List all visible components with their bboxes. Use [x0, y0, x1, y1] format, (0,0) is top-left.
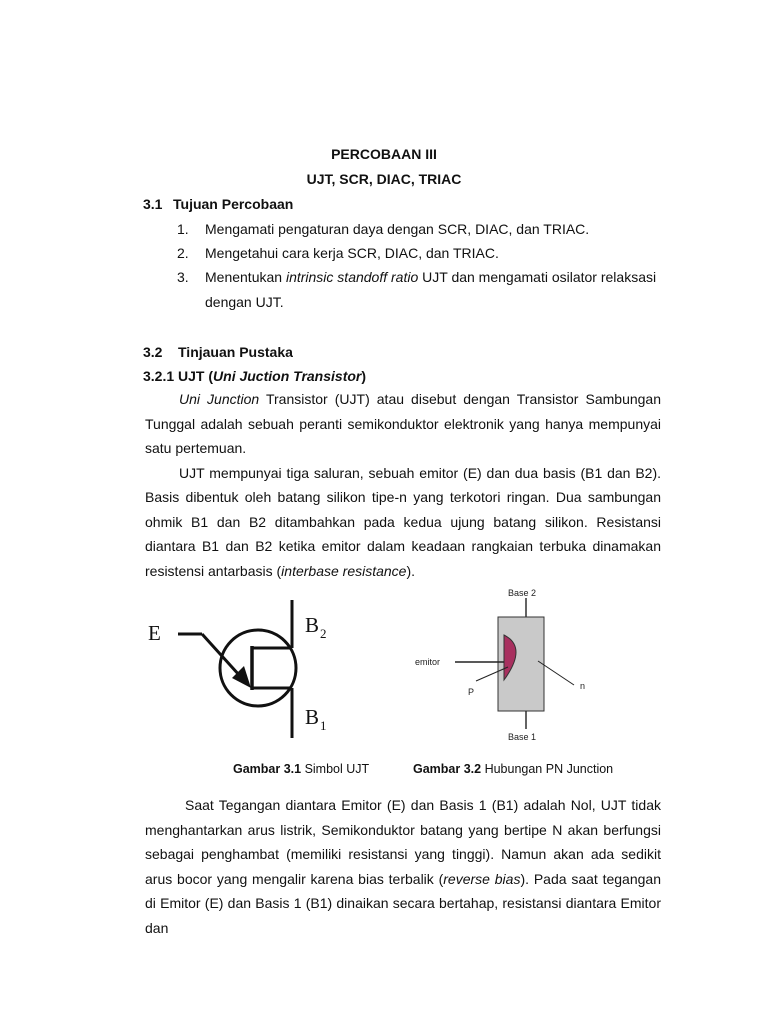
section-3-1-number: 3.1: [143, 196, 163, 212]
paragraph-ujt-operation: Saat Tegangan diantara Emitor (E) dan Basis 1 (B1) adalah Nol, UJT tidak menghantarkan arus listrik, Semikonduktor batang yang bertipe N akan berfungsi sebagai penghambat (memiliki resistansi yang tinggi). Namun akan ada sedikit arus bocor yang mengalir karena bias terbalik (reverse bias). Pada saat tegangan di Emitor (E) dan Basis 1 (B1) dinaikan secara bertahap, resistansi diantara Emitor dan: [145, 797, 661, 936]
document-title: PERCOBAAN III: [331, 146, 437, 162]
list-item-number: 1.: [177, 221, 189, 237]
list-item: Mengetahui cara kerja SCR, DIAC, dan TRIAC.: [205, 245, 499, 261]
label-b2-sub: 2: [320, 626, 327, 641]
figure-3-1-caption: Gambar 3.1 Simbol UJT: [233, 762, 370, 776]
label-b2: B: [305, 613, 320, 637]
label-b1-sub: 1: [320, 718, 327, 733]
list-item: Menentukan intrinsic standoff ratio UJT dan mengamati osilator relaksasi: [205, 269, 657, 285]
section-3-2-1-title: 3.2.1 UJT (Uni Juction Transistor): [143, 368, 367, 384]
list-item-continuation: dengan UJT.: [205, 294, 284, 310]
document-subtitle: UJT, SCR, DIAC, TRIAC: [306, 171, 462, 187]
list-item-number: 2.: [177, 245, 189, 261]
figure-3-2-caption: Gambar 3.2 Hubungan PN Junction: [413, 762, 614, 776]
label-base-1: Base 1: [508, 732, 537, 742]
section-3-1-title: Tujuan Percobaan: [173, 196, 294, 212]
label-emitor: emitor: [415, 657, 441, 667]
list-item-number: 3.: [177, 269, 189, 285]
label-base-2: Base 2: [508, 588, 537, 598]
section-3-2-title: Tinjauan Pustaka: [178, 344, 293, 360]
label-b1: B: [305, 705, 320, 729]
ujt-symbol-figure: [140, 592, 340, 742]
label-n: n: [580, 681, 586, 691]
section-3-2-number: 3.2: [143, 344, 163, 360]
label-p: P: [468, 687, 475, 697]
pn-junction-figure: [400, 585, 600, 745]
list-item: Mengamati pengaturan daya dengan SCR, DIAC, dan TRIAC.: [205, 221, 590, 237]
paragraph-ujt-intro: Uni Junction Transistor (UJT) atau disebut dengan Transistor Sambungan Tunggal adalah sebuah peranti semikonduktor elektronik yang hanya mempunyai satu pertemuan. UJT mempunyai tiga saluran, sebuah emitor (E) dan dua basis (B1 dan B2). Basis dibentuk oleh batang silikon tipe-n yang terkotori ringan. Dua sambungan ohmik B1 dan B2 ditambahkan pada kedua ujung batang silikon. Resistansi diantara B1 dan B2 ketika emitor dalam keadaan rangkaian terbuka dinamakan resistensi antarbasis (interbase resistance).: [145, 391, 662, 579]
label-e: E: [148, 621, 161, 645]
